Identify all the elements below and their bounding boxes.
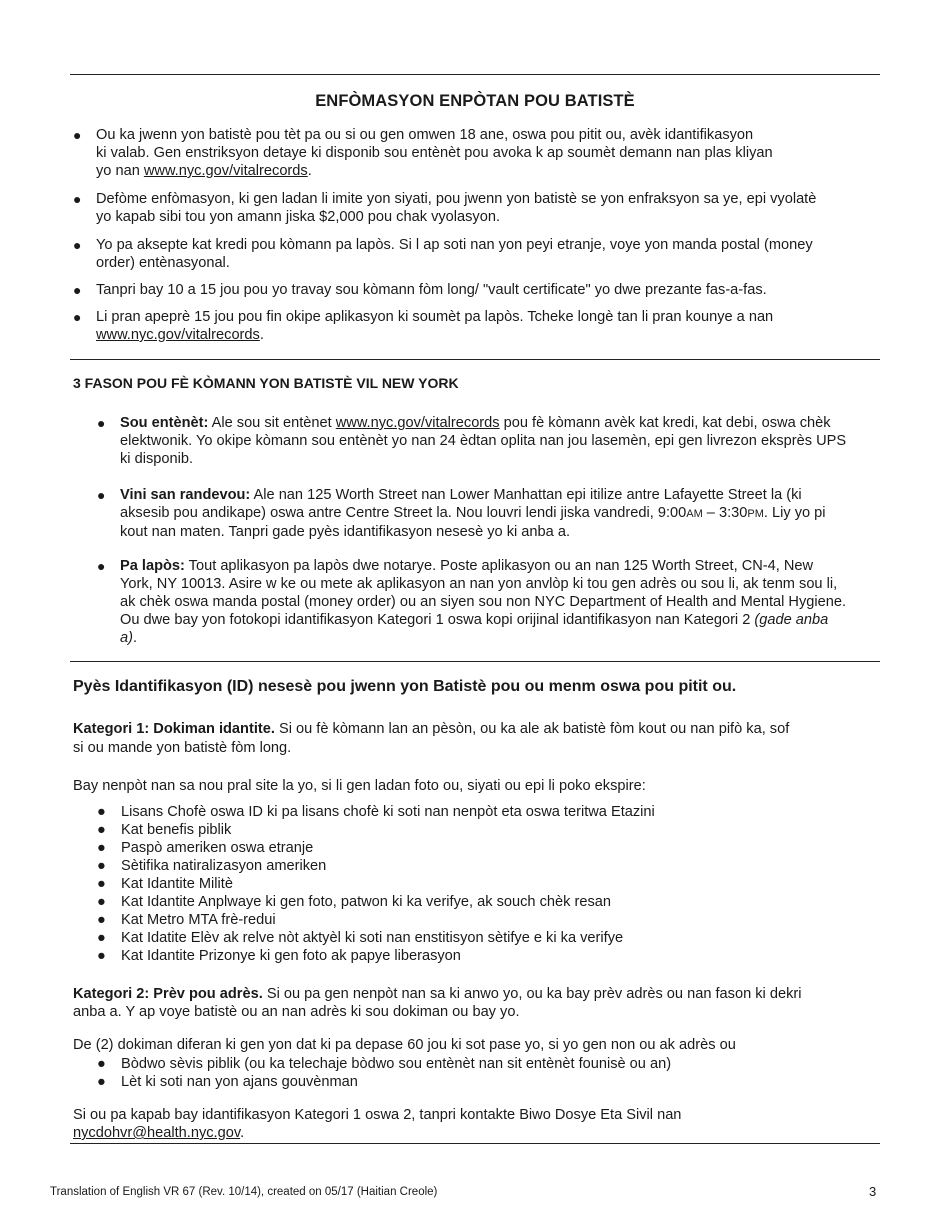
list-item-text: Bòdwo sèvis piblik (ou ka telechaje bòdwo sou entènèt nan sit entènèt founisè ou an)	[121, 1056, 672, 1072]
list-item	[96, 126, 886, 180]
footer-note: Translation of English VR 67 (Rev. 10/14), created on 05/17 (Haitian Creole)	[50, 1186, 438, 1198]
text-line: ak chèk oswa manda postal (money order) ou an siyen sou non NYC Department of Health and Mental Hygiene.	[120, 594, 847, 610]
text-span: – 3:30	[702, 505, 748, 521]
text-line: elektwonik. Yo okipe kòmann sou entènèt yo nan 24 èdtan oplita nan jou lasemèn, epi gen livrezon eksprès UPS	[120, 433, 847, 449]
list-item	[96, 281, 886, 299]
list-item	[96, 308, 886, 344]
method-label: Sou entènèt:	[120, 415, 209, 431]
text-span: Ou dwe bay yon fotokopi idantifikasyon Kategori 1 oswa kopi orijinal idantifikasyon nan Kategori 2	[120, 612, 755, 628]
bullet-icon: ●	[97, 558, 106, 574]
list-item	[73, 839, 873, 857]
section-heading: Pyès Idantifikasyon (ID) nesesè pou jwenn yon Batistè pou ou menm oswa pou pitit ou.	[73, 678, 737, 695]
text-punct: .	[132, 630, 138, 646]
list-item	[73, 1055, 873, 1073]
bullet-icon: ●	[97, 1074, 106, 1090]
section-rule	[70, 661, 880, 662]
list-item	[96, 236, 886, 272]
text-span: Ale nan 125 Worth Street nan Lower Manhattan epi itilize antre Lafayette Street la (ki	[250, 487, 802, 503]
bullet-icon: ●	[97, 804, 106, 820]
page-number: 3	[869, 1184, 877, 1199]
text-span: Si ou pa gen nenpòt nan sa ki anwo yo, ou ka bay prèv adrès ou nan fason ki dekri	[262, 986, 802, 1002]
bullet-icon: ●	[97, 948, 106, 964]
list-item-text: Kat Metro MTA frè-redui	[121, 912, 276, 928]
text-line: Si ou pa kapab bay idantifikasyon Kategori 1 oswa 2, tanpri kontakte Biwo Dosye Eta Sivil nan	[73, 1107, 682, 1123]
text-line: Tanpri bay 10 a 15 jou pou yo travay sou kòmann fòm long/ "vault certificate" yo dwe prezante fas-a-fas.	[96, 282, 767, 298]
bullet-icon: ●	[97, 930, 106, 946]
list-item	[73, 893, 873, 911]
method-label: Vini san randevou:	[120, 487, 251, 503]
text-span: aksesib pou andikape) oswa antre Centre Street la. Nou louvri lendi jiska vandredi, 9:00	[120, 505, 687, 521]
bottom-rule	[70, 1143, 880, 1144]
bullet-icon: ●	[97, 1056, 106, 1072]
text-span: pou fè kòmann avèk kat kredi, kat debi, oswa chèk	[499, 415, 831, 431]
text-punct: .	[240, 1125, 245, 1141]
bullet-icon: ●	[97, 876, 106, 892]
text-line: ki disponib.	[120, 451, 194, 467]
text-line: kout nan maten. Tanpri gade pyès idantifikasyon nesesè yo ki anba a.	[120, 524, 570, 540]
bullet-icon: ●	[73, 127, 82, 143]
category-2-intro	[73, 985, 873, 1021]
list-item	[73, 857, 873, 875]
text-line: order) entènasyonal.	[96, 255, 230, 271]
list-item-text: Lisans Chofè oswa ID ki pa lisans chofè ki soti nan nenpòt eta oswa teritwa Etazini	[121, 804, 655, 820]
text-line: ki valab. Gen enstriksyon detaye ki disponib sou entènèt pou avoka k ap soumèt demann nan plas kliyan	[96, 145, 773, 161]
text-line: Yo pa aksepte kat kredi pou kòmann pa lapòs. Si l ap soti nan yon peyi etranje, voye yon manda postal (money	[96, 237, 813, 253]
vitalrecords-link[interactable]: www.nyc.gov/vitalrecords	[143, 163, 308, 179]
text-span: . Liy yo pi	[763, 505, 826, 521]
category-1-list	[73, 803, 873, 965]
list-item-text: Kat Idantite Militè	[121, 876, 233, 892]
text-line: Ou ka jwenn yon batistè pou tèt pa ou si ou gen omwen 18 ane, oswa pou pitit ou, avèk idantifikasyon	[96, 127, 754, 143]
text-line: Li pran apeprè 15 jou pou fin okipe aplikasyon ki soumèt pa lapòs. Tcheke longè tan li pran kounye a nan	[96, 309, 774, 325]
list-item-text: Kat Idantite Anplwaye ki gen foto, patwon ki ka verifye, ak souch chèk resan	[121, 894, 611, 910]
bullet-icon: ●	[97, 912, 106, 928]
list-item-text: Kat Idantite Prizonye ki gen foto ak papye liberasyon	[121, 948, 461, 964]
contact-note	[73, 1106, 873, 1142]
section-heading: 3 FASON POU FÈ KÒMANN YON BATISTÈ VIL NEW YORK	[73, 375, 459, 391]
email-link[interactable]: nycdohvr@health.nyc.gov	[73, 1125, 241, 1141]
text-span: Tout aplikasyon pa lapòs dwe notarye. Poste aplikasyon ou an nan 125 Worth Street, CN-4, New	[184, 558, 814, 574]
text-punct: .	[259, 327, 264, 343]
method-mail	[120, 557, 900, 647]
bullet-icon: ●	[97, 858, 106, 874]
text-line: anba a. Y ap voye batistè ou an nan adrès ki sou dokiman ou bay yo.	[73, 1004, 520, 1020]
bullet-icon: ●	[97, 894, 106, 910]
list-item	[73, 947, 873, 965]
list-item-text: Sètifika natiralizasyon ameriken	[121, 858, 327, 874]
text-line: si ou mande yon batistè fòm long.	[73, 740, 292, 756]
list-item	[73, 911, 873, 929]
method-label: Pa lapòs:	[120, 558, 185, 574]
vitalrecords-link[interactable]: www.nyc.gov/vitalrecords	[96, 327, 260, 343]
list-item	[73, 1073, 873, 1091]
category-2-lead: De (2) dokiman diferan ki gen yon dat ki pa depase 60 jou ki sot pase yo, si yo gen non ou ak adrès ou	[73, 1037, 736, 1053]
category-1-lead: Bay nenpòt nan sa nou pral site la yo, si li gen ladan foto ou, siyati ou epi li poko ekspire:	[73, 778, 646, 794]
list-item	[73, 929, 873, 947]
list-item-text: Kat benefis piblik	[121, 822, 232, 838]
list-item	[73, 803, 873, 821]
method-walkin	[120, 486, 900, 541]
list-item	[96, 190, 886, 226]
text-span: Ale sou sit entènet	[208, 415, 336, 431]
method-online	[120, 414, 900, 468]
category-label: Kategori 2: Prèv pou adrès.	[73, 986, 263, 1002]
section-rule	[70, 359, 880, 360]
text-line: Defòme enfòmasyon, ki gen ladan li imite yon siyati, pou jwenn yon batistè se yon enfraksyon sa ye, epi vyolatè	[96, 191, 817, 207]
list-item-text: Paspò ameriken oswa etranje	[121, 840, 314, 856]
bullet-icon: ●	[97, 822, 106, 838]
pm-label: PM	[747, 508, 764, 520]
text-line: yo nan	[96, 163, 144, 179]
page-title: ENFÒMASYON ENPÒTAN POU BATISTÈ	[315, 92, 635, 110]
list-item-text: Kat Idatite Elèv ak relve nòt aktyèl ki soti nan enstitisyon sètifye e ki ka verifye	[121, 930, 624, 946]
am-label: AM	[686, 508, 703, 520]
text-italic: (gade anba	[754, 612, 829, 628]
list-item	[73, 875, 873, 893]
bullet-icon: ●	[73, 282, 82, 298]
text-line: York, NY 10013. Asire w ke ou mete ak aplikasyon an nan yon anvlòp ki tou gen adrès ou sou li, ak tenm sou li,	[120, 576, 838, 592]
list-item	[73, 821, 873, 839]
text-span: Si ou fè kòmann lan an pèsòn, ou ka ale ak batistè fòm kout ou nan pifò ka, sof	[274, 721, 790, 737]
bullet-icon: ●	[73, 191, 82, 207]
list-item-text: Lèt ki soti nan yon ajans gouvènman	[121, 1074, 358, 1090]
bullet-icon: ●	[73, 237, 82, 253]
top-rule	[70, 74, 880, 75]
vitalrecords-link[interactable]: www.nyc.gov/vitalrecords	[335, 415, 500, 431]
text-punct: .	[307, 163, 312, 179]
category-1-intro	[73, 720, 873, 758]
bullet-icon: ●	[97, 840, 106, 856]
category-label: Kategori 1: Dokiman idantite.	[73, 721, 275, 737]
bullet-icon: ●	[73, 309, 82, 325]
text-italic: a)	[120, 630, 133, 646]
bullet-icon: ●	[97, 415, 106, 431]
bullet-icon: ●	[97, 487, 106, 503]
text-line: yo kapab sibi tou yon amann jiska $2,000 pou chak vyolasyon.	[96, 209, 501, 225]
category-2-list	[73, 1055, 873, 1091]
